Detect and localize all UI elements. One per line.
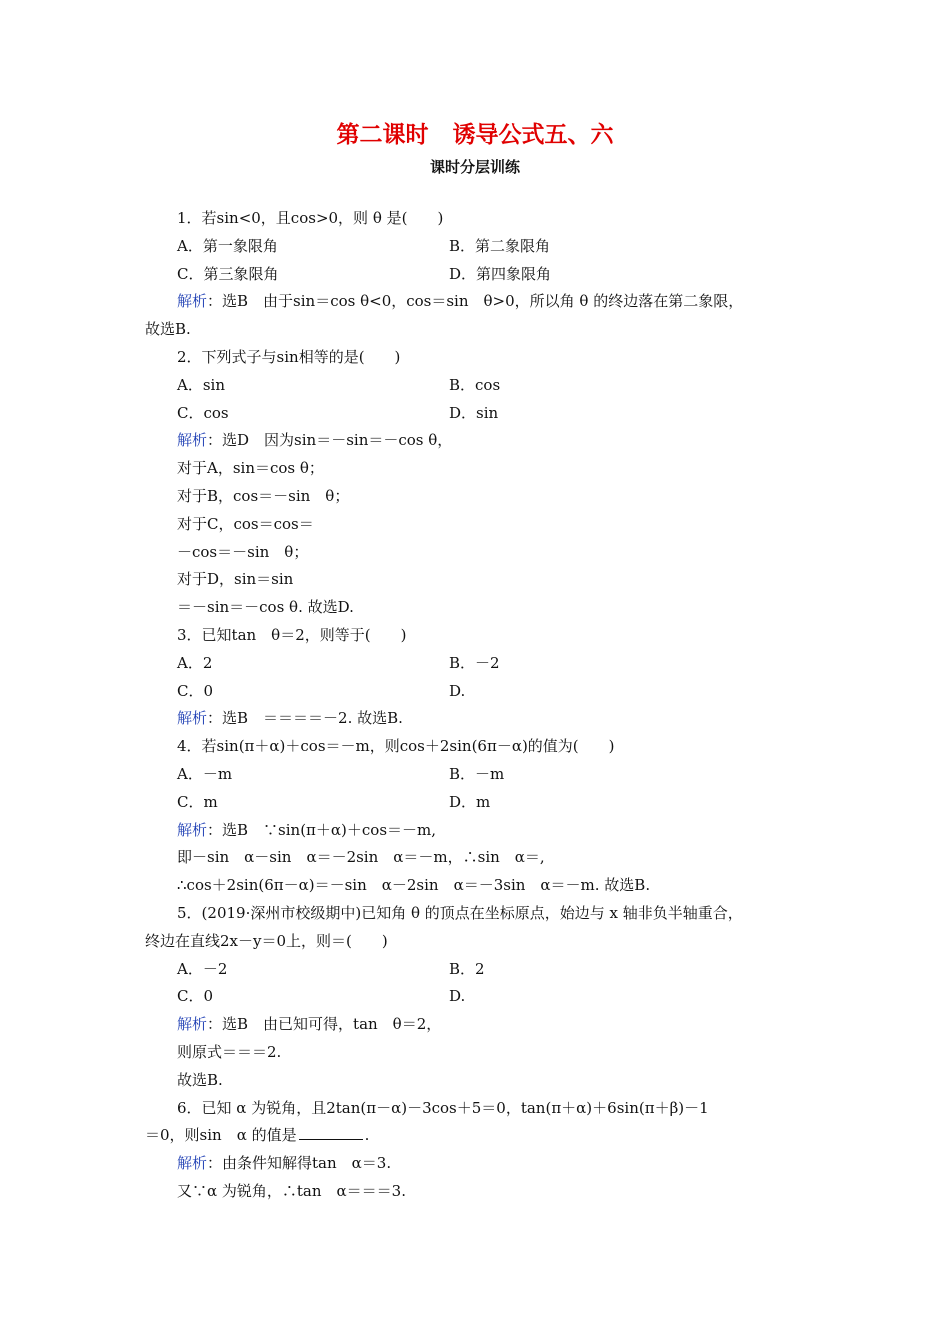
q5-analysis-line: 则原式＝＝＝2. <box>177 1042 282 1061</box>
q1-option-c: C．第三象限角 <box>177 264 279 283</box>
answer-blank[interactable] <box>299 1123 363 1140</box>
q3-stem: 3．已知tan θ＝2，则等于( ) <box>177 625 407 644</box>
q6-analysis-line: 又∵α 为锐角，∴tan α＝＝＝3. <box>177 1181 406 1200</box>
q2-analysis <box>145 427 805 455</box>
analysis-label: 解析 <box>177 1015 208 1034</box>
exercise-content <box>145 205 805 1206</box>
q4-option-d: D．m <box>449 792 491 811</box>
q2-option-b: B．cos <box>449 375 501 394</box>
q3-analysis-text: ：选B ＝＝＝＝－2. 故选B. <box>207 709 403 728</box>
q2-options-row1 <box>145 372 805 400</box>
page-subtitle: 课时分层训练 <box>429 158 520 176</box>
q2-option-a: A．sin <box>177 375 225 394</box>
q5-options-row2 <box>145 983 805 1011</box>
q4-option-a: A．－m <box>177 764 233 783</box>
q4-options-row1 <box>145 761 805 789</box>
analysis-label: 解析 <box>177 1154 208 1173</box>
q2-option-d: D．sin <box>449 403 499 422</box>
q2-analysis-line: 对于A，sin＝cos θ； <box>177 459 324 478</box>
analysis-label: 解析 <box>177 820 208 839</box>
q6-analysis-text: ：由条件知解得tan α＝3. <box>207 1154 392 1173</box>
title-part-lesson: 第二课时 <box>336 121 429 148</box>
title-part-topic: 诱导公式五、六 <box>452 121 614 148</box>
q3-options-row2 <box>145 678 805 706</box>
q5-stem-cont: 终边在直线2x－y＝0上，则＝( ) <box>145 931 388 950</box>
q2-option-c: C．cos <box>177 403 229 422</box>
q2-analysis-text: ：选D 因为sin＝－sin＝－cos θ， <box>207 431 453 450</box>
q4-analysis-text: ：选B ∵sin(π＋α)＋cos＝－m, <box>207 820 437 839</box>
q6-stem-text: ＝0，则sin α 的值是 <box>145 1126 297 1145</box>
q2-analysis-line: 对于D，sin＝sin <box>177 570 294 589</box>
q3-analysis <box>145 705 805 733</box>
page-title <box>0 118 950 152</box>
analysis-label: 解析 <box>177 292 208 311</box>
q5-options-row1 <box>145 956 805 984</box>
q1-stem: 1．若sin<0，且cos>0，则 θ 是( ) <box>177 209 444 227</box>
q6-analysis <box>145 1150 805 1178</box>
q5-option-d: D. <box>449 987 466 1006</box>
q4-analysis <box>145 817 805 845</box>
q1-option-a: A．第一象限角 <box>177 236 278 255</box>
q1-option-b: B．第二象限角 <box>449 236 551 255</box>
q5-analysis-text: ：选B 由已知可得，tan θ＝2， <box>207 1015 442 1034</box>
q4-analysis-line: ∴cos＋2sin(6π－α)＝－sin α－2sin α＝－3sin α＝－m. 故选B. <box>177 876 651 895</box>
q2-analysis-line: 对于C，cos＝cos＝ <box>177 514 314 533</box>
q4-option-c: C．m <box>177 792 218 811</box>
q3-option-b: B．－2 <box>449 653 500 672</box>
q3-options-row1 <box>145 650 805 678</box>
q2-options-row2 <box>145 400 805 428</box>
q5-option-a: A．－2 <box>177 959 228 978</box>
q5-stem: 5．(2019·深州市校级期中)已知角 θ 的顶点在坐标原点，始边与 x 轴非负半轴重合， <box>177 903 743 922</box>
q4-stem: 4．若sin(π＋α)＋cos＝－m，则cos＋2sin(6π－α)的值为( ) <box>177 737 615 756</box>
q1-options-row2 <box>145 261 805 289</box>
q6-stem: 6．已知 α 为锐角，且2tan(π－α)－3cos＋5＝0，tan(π＋α)＋6sin(π＋β)－1 <box>177 1098 709 1117</box>
q3-option-a: A．2 <box>177 653 213 672</box>
q4-options-row2 <box>145 789 805 817</box>
q1-analysis <box>145 288 805 316</box>
q2-analysis-line: －cos＝－sin θ； <box>177 542 309 561</box>
q4-analysis-line: 即－sin α－sin α＝－2sin α＝－m，∴sin α＝, <box>177 848 545 867</box>
q3-option-d: D. <box>449 681 466 700</box>
analysis-label: 解析 <box>177 431 208 450</box>
q4-option-b: B．－m <box>449 764 505 783</box>
q2-analysis-line: ＝－sin＝－cos θ. 故选D. <box>177 598 354 617</box>
analysis-label: 解析 <box>177 709 208 728</box>
q1-options-row1 <box>145 233 805 261</box>
q5-option-b: B．2 <box>449 959 485 978</box>
q6-stem-cont <box>145 1122 805 1150</box>
q1-analysis-text: ：选B 由于sin＝cos θ<0，cos＝sin θ>0，所以角 θ 的终边落在第二象限， <box>207 292 744 311</box>
q5-analysis-line: 故选B. <box>177 1070 223 1089</box>
q1-option-d: D．第四象限角 <box>449 264 552 283</box>
q1-analysis-cont: 故选B. <box>145 320 191 339</box>
q5-analysis <box>145 1011 805 1039</box>
q5-option-c: C．0 <box>177 987 214 1006</box>
q6-stem-end: . <box>364 1126 370 1145</box>
q3-option-c: C．0 <box>177 681 214 700</box>
q2-stem: 2．下列式子与sin相等的是( ) <box>177 347 401 366</box>
q2-analysis-line: 对于B，cos＝－sin θ； <box>177 486 350 505</box>
